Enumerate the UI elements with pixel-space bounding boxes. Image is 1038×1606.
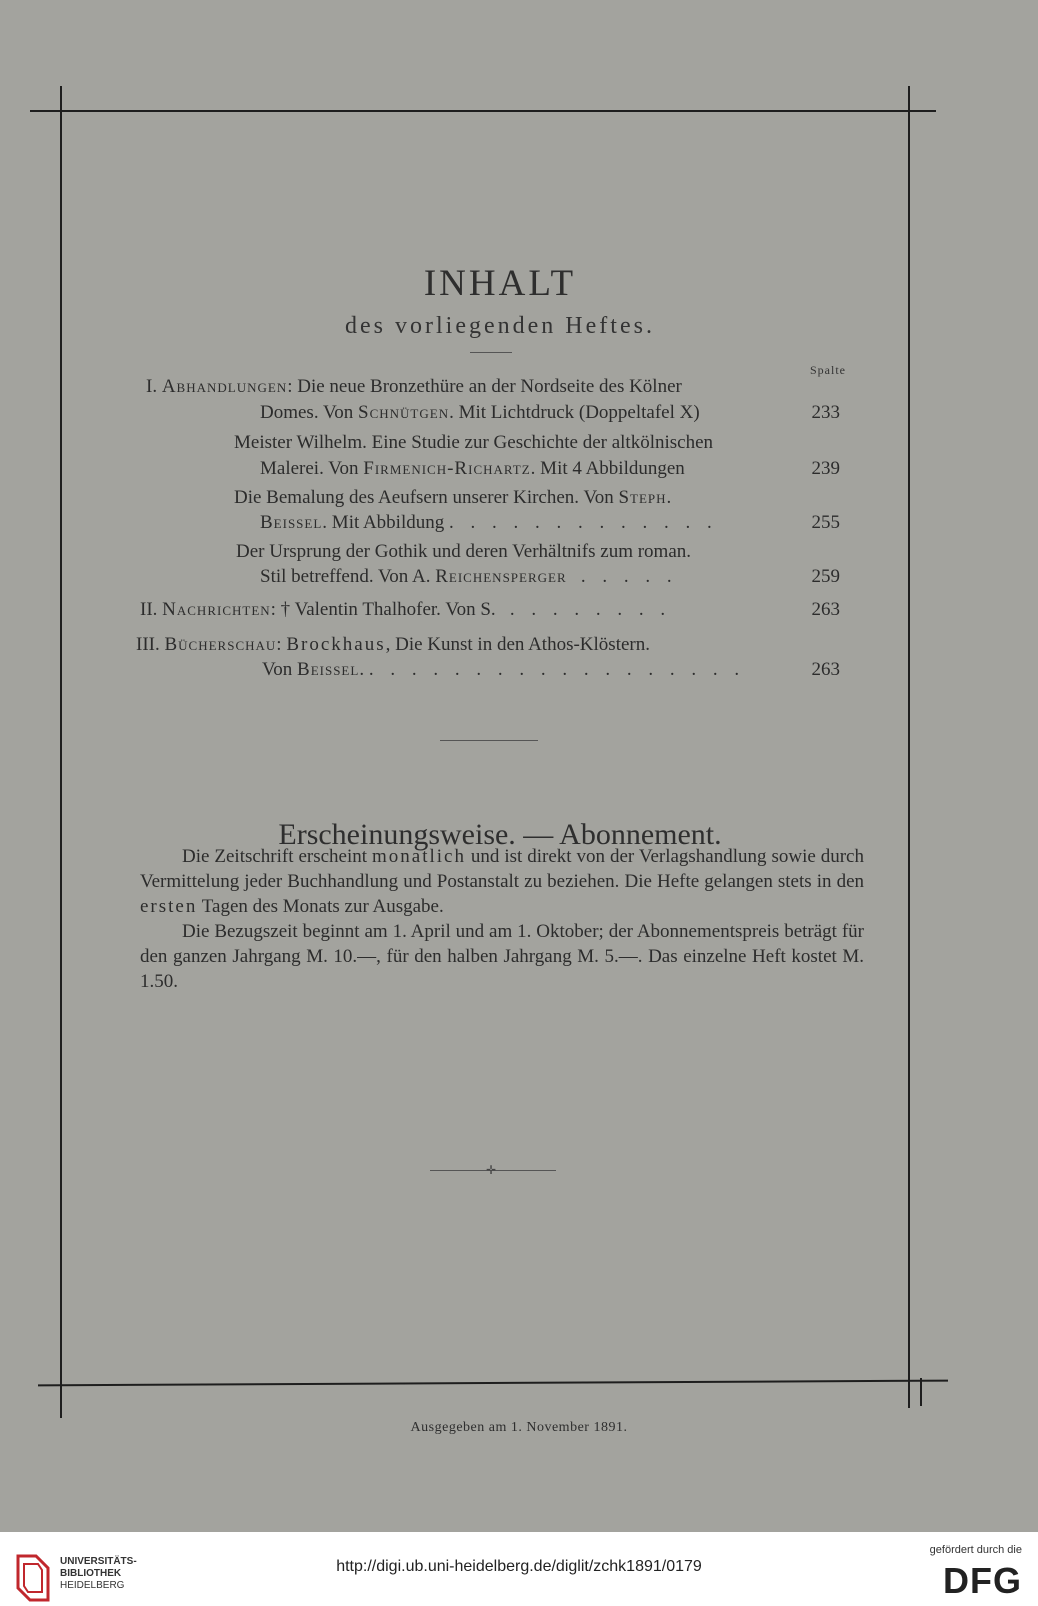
toc-item-6-page: 263 bbox=[811, 659, 840, 680]
toc-item-2-page: 239 bbox=[811, 458, 840, 479]
toc-item-1-line1: I. Abhandlungen: Die neue Bronzethüre an der Nordseite des Kölner bbox=[146, 376, 682, 397]
source-url-link[interactable]: http://digi.ub.uni-heidelberg.de/diglit/zchk1891/0179 bbox=[336, 1558, 702, 1575]
subscription-heading: Erscheinungsweise. — Abonnement. bbox=[278, 818, 722, 851]
toc-item-6-line2: Von Beissel. . . . . . . . . . . . . . . . . . . bbox=[262, 659, 746, 680]
ornament-cross-icon: ✛ bbox=[486, 1163, 497, 1177]
page-subtitle: des vorliegenden Heftes. bbox=[345, 313, 655, 339]
top-border-rule bbox=[30, 110, 936, 112]
library-name: UNIVERSITÄTS- BIBLIOTHEK HEIDELBERG bbox=[60, 1556, 137, 1591]
toc-item-5-line1: II. Nachrichten: † Valentin Thalhofer. Von S. . . . . . . . . bbox=[140, 599, 672, 620]
toc-item-4-line2: Stil betreffend. Von A. Reichensperger . . . . . bbox=[260, 566, 678, 587]
page-title: INHALT bbox=[423, 263, 577, 304]
subscription-paragraph-2: Die Bezugszeit beginnt am 1. April und am 1. Oktober; der Abonnementspreis beträgt für den ganzen Jahrgang M. 10.—, für den halben Jahrgang M. 5.—. Das einzelne Heft kostet M. 1.50. bbox=[140, 921, 864, 992]
dfg-logo: DFG bbox=[943, 1560, 1022, 1601]
sponsor-label: gefördert durch die bbox=[929, 1544, 1022, 1556]
toc-item-4-page: 259 bbox=[811, 566, 840, 587]
issue-date: Ausgegeben am 1. November 1891. bbox=[410, 1420, 628, 1435]
toc-item-6-line1: III. Bücherschau: Brockhaus, Die Kunst in den Athos-Klöstern. bbox=[136, 634, 650, 655]
toc-item-3-line2: Beissel. Mit Abbildung . . . . . . . . . . . . . bbox=[260, 512, 718, 533]
subscription-text bbox=[140, 844, 864, 994]
toc-item-4-line1: Der Ursprung der Gothik und deren Verhältnifs zum roman. bbox=[236, 541, 692, 562]
subscription-paragraph-1: Die Zeitschrift erscheint monatlich und ist direkt von der Verlagshandlung sowie durch Vermittelung jeder Buchhandlung und Postanstalt zu beziehen. Die Hefte gelangen stets in den ersten Tagen des Monats zur Ausgabe. bbox=[140, 846, 864, 917]
toc-item-1-page: 233 bbox=[811, 402, 840, 423]
column-label: Spalte bbox=[810, 363, 846, 377]
section-divider bbox=[440, 740, 538, 741]
title-divider bbox=[470, 352, 512, 353]
bottom-border-rule bbox=[38, 1380, 948, 1387]
toc-item-5-page: 263 bbox=[811, 599, 840, 620]
footer-bar bbox=[0, 1532, 1038, 1606]
toc-item-1-line2: Domes. Von Schnütgen. Mit Lichtdruck (Doppeltafel X) bbox=[260, 402, 700, 423]
toc-item-3-line1: Die Bemalung des Aeufsern unserer Kirchen. Von Steph. bbox=[234, 487, 673, 508]
toc-item-2-line1: Meister Wilhelm. Eine Studie zur Geschichte der altkölnischen bbox=[234, 432, 714, 453]
toc-item-2-line2: Malerei. Von Firmenich-Richartz. Mit 4 Abbildungen bbox=[260, 458, 685, 479]
toc-item-3-page: 255 bbox=[811, 512, 840, 533]
bottom-right-tick bbox=[920, 1378, 922, 1406]
